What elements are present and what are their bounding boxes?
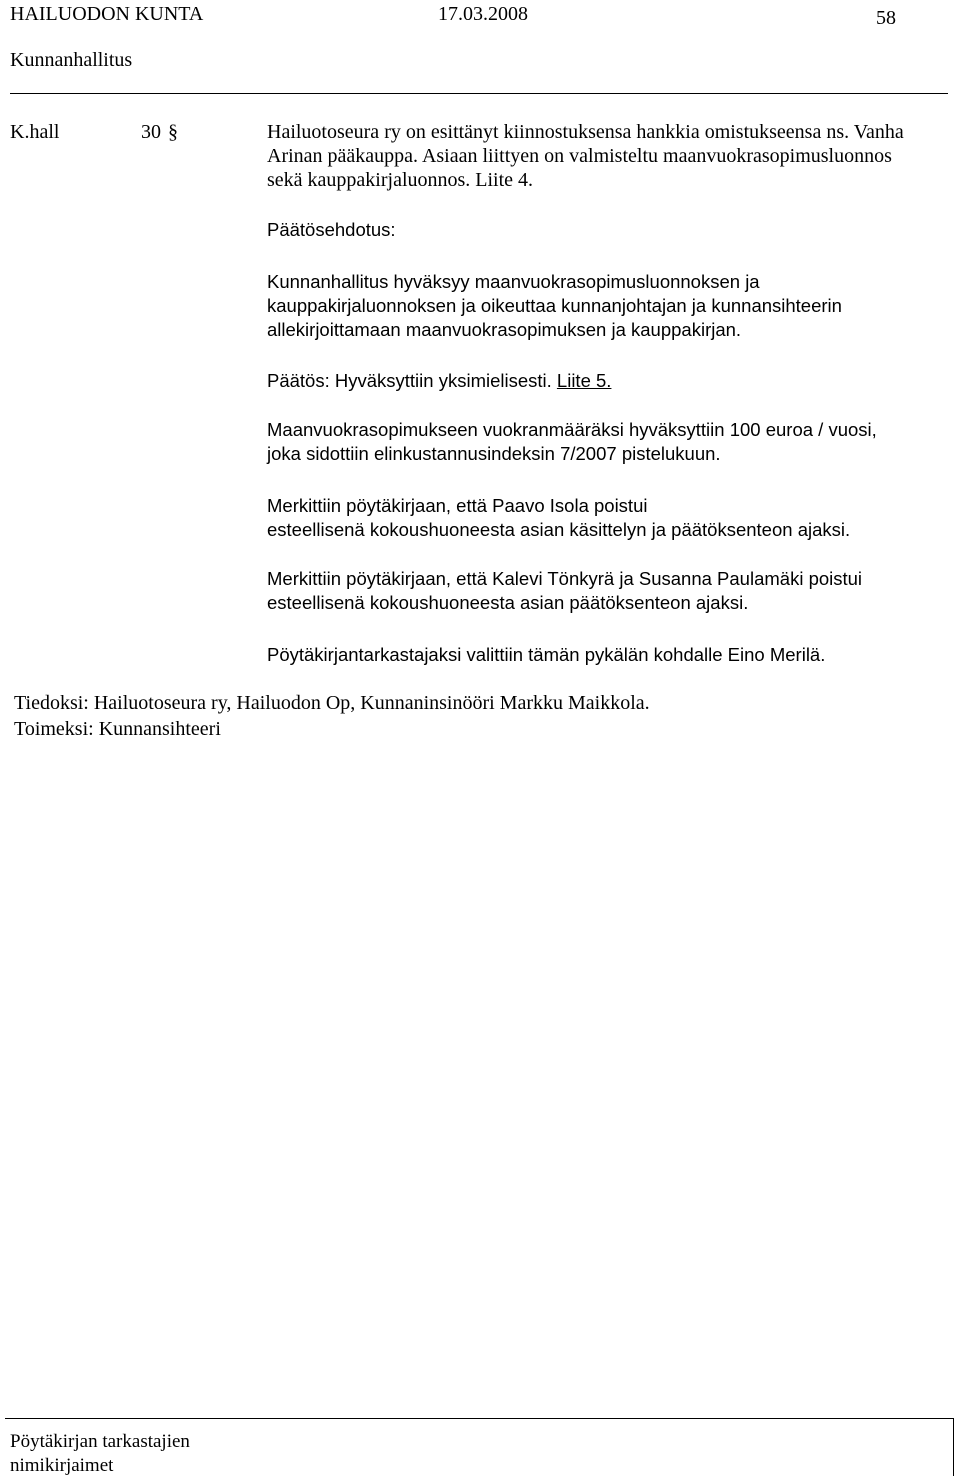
recusal-line: Merkittiin pöytäkirjaan, että Paavo Isola poistui <box>267 495 648 516</box>
page-number: 58 <box>876 7 896 29</box>
decision-text: Päätös: Hyväksyttiin yksimielisesti. <box>267 370 552 391</box>
proposal-paragraph <box>267 270 842 342</box>
meeting-date: 17.03.2008 <box>438 3 528 25</box>
decision-paragraph <box>267 369 611 393</box>
intro-line: Hailuotoseura ry on esittänyt kiinnostuksensa hankkia omistukseensa ns. Vanha <box>267 121 904 143</box>
section-number: 30 <box>141 121 161 143</box>
section-sign: § <box>168 121 178 143</box>
intro-paragraph <box>267 120 904 192</box>
proposal-line: kauppakirjaluonnoksen ja oikeuttaa kunnanjohtajan ja kunnansihteerin <box>267 295 842 316</box>
proposal-line: Kunnanhallitus hyväksyy maanvuokrasopimusluonnoksen ja <box>267 271 760 292</box>
distribution-tiedoksi: Tiedoksi: Hailuotoseura ry, Hailuodon Op, Kunnaninsinööri Markku Maikkola. <box>14 692 650 714</box>
organization-name: HAILUODON KUNTA <box>10 3 204 25</box>
decision-attachment-link[interactable]: Liite 5. <box>556 370 612 391</box>
recusal-paragraph-1 <box>267 494 850 542</box>
recusal-paragraph-2 <box>267 567 862 615</box>
governing-body: Kunnanhallitus <box>10 49 133 71</box>
signature-label <box>10 1430 190 1478</box>
section-body-label: K.hall <box>10 121 60 143</box>
rent-line: joka sidottiin elinkustannusindeksin 7/2007 pistelukuun. <box>267 443 721 464</box>
recusal-line: Merkittiin pöytäkirjaan, että Kalevi Tönkyrä ja Susanna Paulamäki poistui <box>267 568 863 589</box>
intro-line: Arinan pääkauppa. Asiaan liittyen on valmisteltu maanvuokrasopimusluonnos <box>267 145 892 167</box>
proposal-line: allekirjoittamaan maanvuokrasopimuksen ja kauppakirjan. <box>267 319 742 340</box>
intro-line: sekä kauppakirjaluonnos. Liite 4. <box>267 169 534 191</box>
distribution-toimeksi: Toimeksi: Kunnansihteeri <box>14 718 221 740</box>
signature-label-line: nimikirjaimet <box>10 1455 114 1476</box>
recusal-line: esteellisenä kokoushuoneesta asian käsittelyn ja päätöksenteon ajaksi. <box>267 519 851 540</box>
recusal-line: esteellisenä kokoushuoneesta asian päätöksenteon ajaksi. <box>267 592 749 613</box>
header-divider <box>10 93 948 94</box>
rent-paragraph <box>267 418 877 466</box>
proposal-heading: Päätösehdotus: <box>267 219 396 240</box>
inspectors-paragraph: Pöytäkirjantarkastajaksi valittiin tämän pykälän kohdalle Eino Merilä. <box>267 644 826 665</box>
rent-line: Maanvuokrasopimukseen vuokranmääräksi hyväksyttiin 100 euroa / vuosi, <box>267 419 877 440</box>
signature-label-line: Pöytäkirjan tarkastajien <box>10 1431 190 1452</box>
